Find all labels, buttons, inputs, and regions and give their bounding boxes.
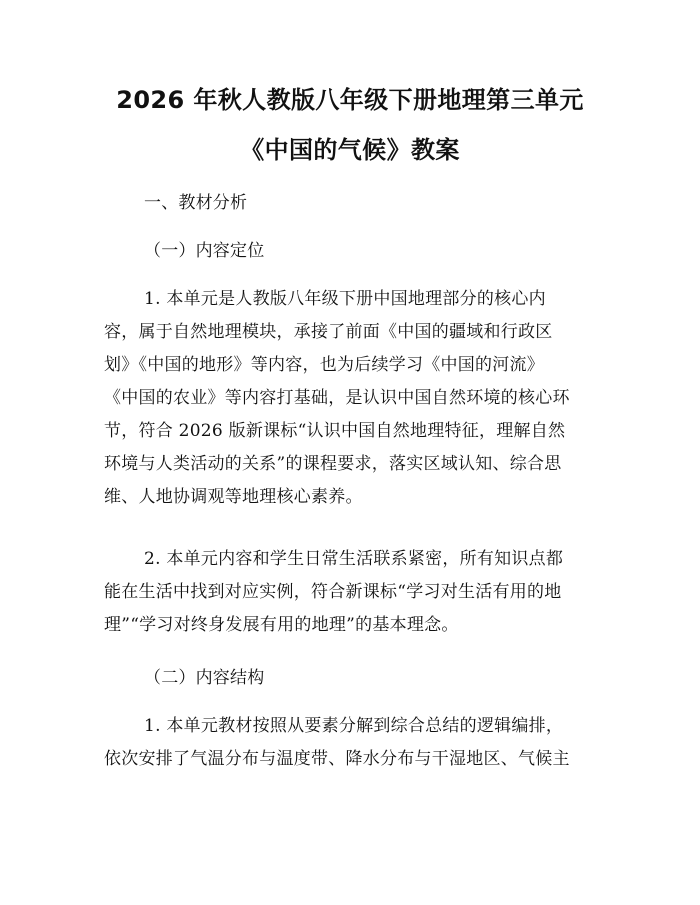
paragraph-1-line-3: 划》《中国的地形》等内容，也为后续学习《中国的河流》 <box>104 355 544 375</box>
document-title-line-2: 《中国的气候》教案 <box>240 136 460 164</box>
paragraph-1-line-4: 《中国的农业》等内容打基础，是认识中国自然环境的核心环 <box>104 388 570 408</box>
paragraph-2-line-3: 理”“学习对终身发展有用的地理”的基本理念。 <box>104 615 459 635</box>
section-heading-teaching-material-analysis: 一、教材分析 <box>144 193 248 213</box>
paragraph-1-line-2: 容，属于自然地理模块，承接了前面《中国的疆域和行政区 <box>104 322 553 342</box>
subsection-heading-content-positioning: （一）内容定位 <box>144 241 265 261</box>
paragraph-3-line-2: 依次安排了气温分布与温度带、降水分布与干湿地区、气候主 <box>104 749 570 769</box>
paragraph-1-line-7: 维、人地协调观等地理核心素养。 <box>104 487 363 507</box>
paragraph-1-line-6: 环境与人类活动的关系”的课程要求，落实区域认知、综合思 <box>104 454 562 474</box>
paragraph-1-line-1: 1. 本单元是人教版八年级下册中国地理部分的核心内 <box>144 289 546 309</box>
paragraph-2-line-2: 能在生活中找到对应实例，符合新课标“学习对生活有用的地 <box>104 582 562 602</box>
paragraph-1-line-5: 节，符合 2026 版新课标“认识中国自然地理特征，理解自然 <box>104 421 566 441</box>
paragraph-2-line-1: 2. 本单元内容和学生日常生活联系紧密，所有知识点都 <box>144 549 564 569</box>
paragraph-3-line-1: 1. 本单元教材按照从要素分解到综合总结的逻辑编排， <box>144 716 564 736</box>
subsection-heading-content-structure: （二）内容结构 <box>144 668 265 688</box>
document-title-line-1: 2026 年秋人教版八年级下册地理第三单元 <box>116 86 584 114</box>
